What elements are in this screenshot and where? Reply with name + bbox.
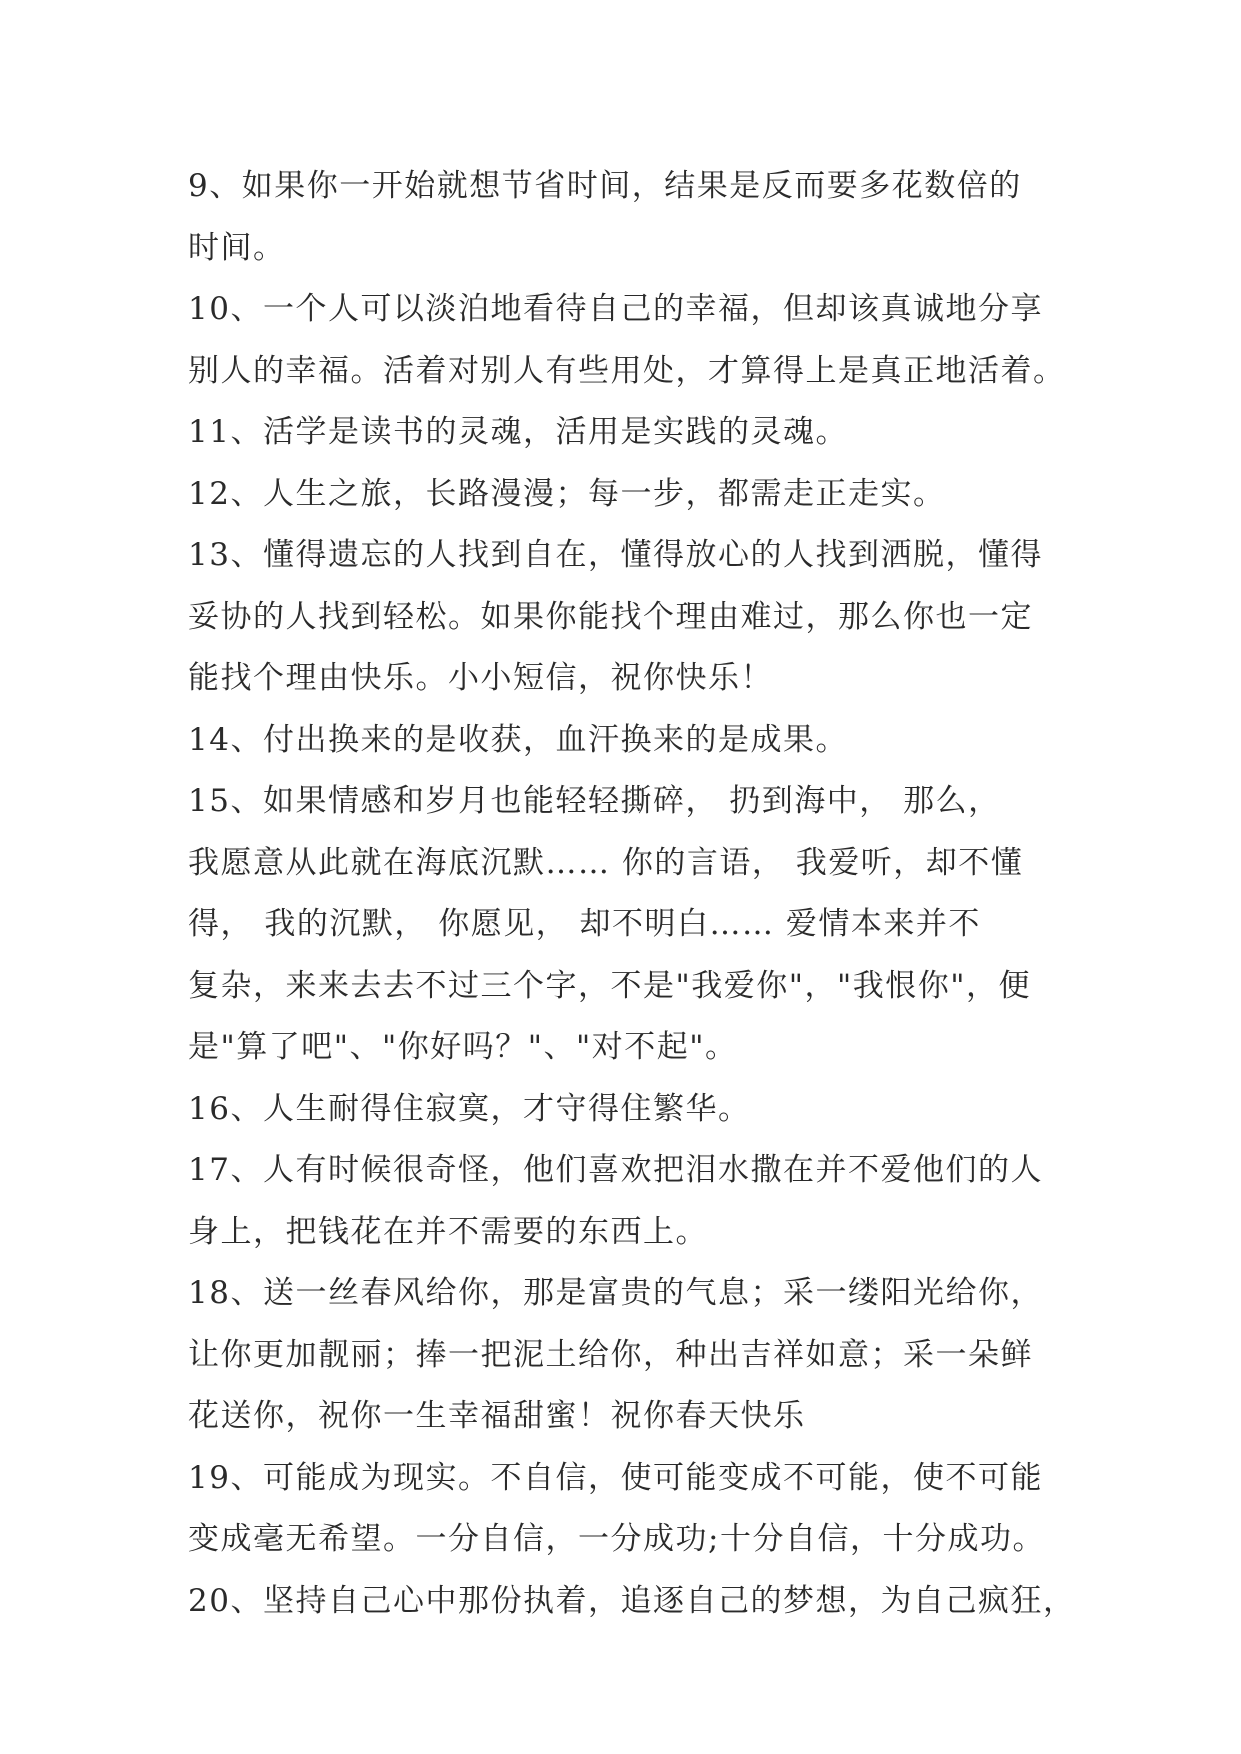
text-line: 是"算了吧"、"你好吗？"、"对不起"。: [188, 1029, 738, 1065]
text-line: 18、送一丝春风给你，那是富贵的气息；采一缕阳光给你，: [188, 1275, 1043, 1311]
text-line: 花送你，祝你一生幸福甜蜜！祝你春天快乐: [188, 1398, 806, 1434]
text-line: 变成毫无希望。一分自信，一分成功;十分自信，十分成功。: [188, 1521, 1045, 1557]
text-line: 我愿意从此就在海底沉默…… 你的言语， 我爱听，却不懂: [188, 844, 1024, 881]
text-line: 14、付出换来的是收获，血汗换来的是成果。: [188, 721, 848, 758]
text-line: 17、人有时候很奇怪，他们喜欢把泪水撒在并不爱他们的人: [188, 1152, 1043, 1188]
text-line: 妥协的人找到轻松。如果你能找个理由难过，那么你也一定: [188, 598, 1033, 635]
text-line: 15、如果情感和岁月也能轻轻撕碎， 扔到海中， 那么，: [188, 783, 1001, 819]
text-line: 9、如果你一开始就想节省时间，结果是反而要多花数倍的: [188, 168, 1022, 204]
text-line: 12、人生之旅，长路漫漫；每一步，都需走正走实。: [188, 475, 946, 512]
text-line: 能找个理由快乐。小小短信，祝你快乐！: [188, 660, 773, 696]
text-line: 复杂，来来去去不过三个字，不是"我爱你"，"我恨你"，便: [188, 967, 1032, 1004]
text-line: 10、一个人可以淡泊地看待自己的幸福，但却该真诚地分享: [188, 291, 1043, 327]
text-line: 时间。: [188, 229, 286, 266]
document-body: [188, 156, 1076, 1632]
text-line: 让你更加靓丽；捧一把泥土给你，种出吉祥如意；采一朵鲜: [188, 1336, 1033, 1373]
text-line: 16、人生耐得住寂寞，才守得住繁华。: [188, 1090, 751, 1127]
text-line: 20、坚持自己心中那份执着，追逐自己的梦想，为自己疯狂，: [188, 1582, 1076, 1619]
text-line: 得， 我的沉默， 你愿见， 却不明白…… 爱情本来并不: [188, 906, 981, 942]
text-line: 11、活学是读书的灵魂，活用是实践的灵魂。: [188, 414, 848, 450]
text-line: 别人的幸福。活着对别人有些用处，才算得上是真正地活着。: [188, 352, 1066, 389]
text-line: 13、懂得遗忘的人找到自在，懂得放心的人找到洒脱，懂得: [188, 537, 1043, 573]
text-line: 身上，把钱花在并不需要的东西上。: [188, 1213, 708, 1250]
text-line: 19、可能成为现实。不自信，使可能变成不可能，使不可能: [188, 1459, 1043, 1496]
